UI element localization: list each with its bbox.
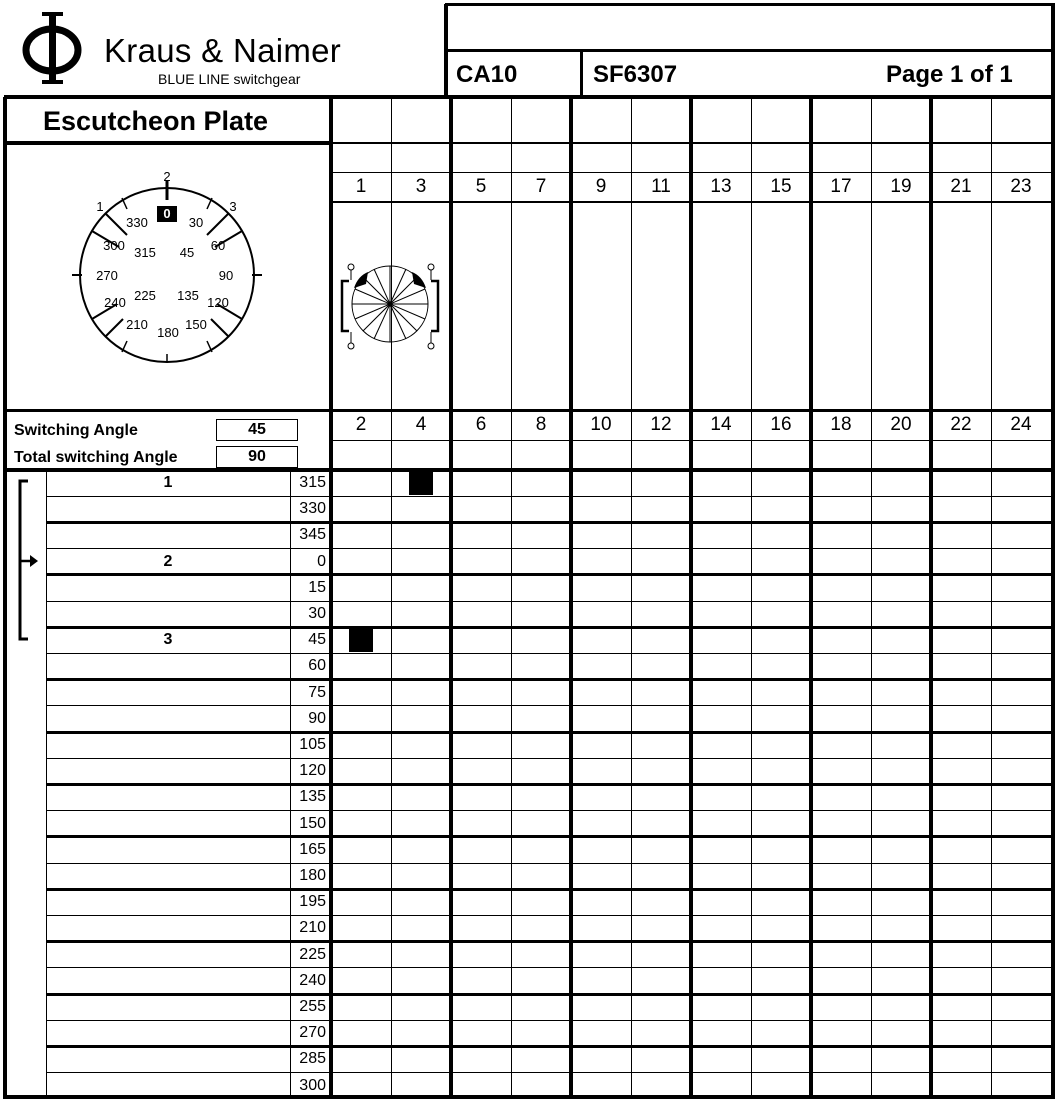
rule-line xyxy=(46,993,1053,996)
contact-number-bottom: 16 xyxy=(770,414,792,435)
brand-subtitle: BLUE LINE switchgear xyxy=(158,71,301,87)
rule-line xyxy=(689,99,693,1099)
contact-number-bottom: 18 xyxy=(830,414,852,435)
switching-angle-value: 45 xyxy=(216,419,298,441)
contact-number-top: 7 xyxy=(535,176,547,197)
rule-line xyxy=(631,99,632,1099)
rule-line xyxy=(329,97,333,1099)
contact-number-bottom: 8 xyxy=(535,414,547,435)
angle-label: 255 xyxy=(299,998,326,1015)
dial-angle-label: 120 xyxy=(207,295,229,310)
angle-label: 45 xyxy=(308,631,326,649)
rule-line xyxy=(4,409,1053,412)
dial-angle-label: 180 xyxy=(157,325,179,340)
rule-line xyxy=(46,678,1053,681)
dial-angle-label: 90 xyxy=(218,268,234,283)
dial-angle-label: 225 xyxy=(134,288,156,303)
page-indicator: Page 1 of 1 xyxy=(886,61,1013,88)
dial-angle-label: 240 xyxy=(104,295,126,310)
dial-angle-label: 60 xyxy=(210,238,226,253)
catalog-code: CA10 xyxy=(456,61,518,88)
angle-label: 240 xyxy=(299,971,326,989)
position-label: 3 xyxy=(163,631,173,649)
rule-line xyxy=(511,99,512,1099)
rule-line xyxy=(46,705,1053,706)
operating-range-bracket-icon xyxy=(14,476,44,646)
contact-number-bottom: 24 xyxy=(1010,414,1032,435)
angle-label: 165 xyxy=(299,840,326,858)
dial-angle-label: 300 xyxy=(103,238,125,253)
dial-position-label: 2 xyxy=(163,169,171,184)
angle-label: 105 xyxy=(299,736,326,753)
rule-line xyxy=(46,783,1053,786)
angle-label: 150 xyxy=(299,814,326,832)
contact-number-top: 13 xyxy=(710,176,732,197)
dial-angle-label: 150 xyxy=(185,317,207,332)
rule-line xyxy=(46,731,1053,734)
selected-position: 0 xyxy=(163,206,171,221)
contact-number-top: 15 xyxy=(770,176,792,197)
rule-line xyxy=(445,49,1055,52)
rule-line xyxy=(46,810,1053,811)
rule-line xyxy=(46,940,1053,943)
dial-angle-label: 45 xyxy=(179,245,195,260)
total-switching-angle-label: Total switching Angle xyxy=(14,449,178,466)
rule-line xyxy=(929,99,933,1099)
contact-number-top: 21 xyxy=(950,176,972,197)
rule-line xyxy=(445,3,1055,6)
contact-number-top: 9 xyxy=(595,176,607,197)
contact-number-top: 5 xyxy=(475,176,487,197)
contact-number-top: 17 xyxy=(830,176,852,197)
rule-line xyxy=(444,4,448,99)
rule-line xyxy=(46,496,1053,497)
contact-number-top: 19 xyxy=(890,176,912,197)
contact-number-top: 11 xyxy=(651,176,671,197)
rule-line xyxy=(46,1020,1053,1021)
rule-line xyxy=(46,521,1053,524)
rule-line xyxy=(46,601,1053,602)
angle-label: 345 xyxy=(299,526,326,544)
rule-line xyxy=(809,99,813,1099)
contact-number-top: 23 xyxy=(1010,176,1032,197)
rule-line xyxy=(449,99,453,1099)
brand-name: Kraus & Naimer xyxy=(104,32,342,69)
page-title: Escutcheon Plate xyxy=(43,106,269,136)
angle-label: 195 xyxy=(299,893,326,911)
rule-line xyxy=(46,835,1053,838)
rule-line xyxy=(991,99,992,1099)
diagram-code: SF6307 xyxy=(593,61,678,88)
angle-label: 60 xyxy=(308,657,326,675)
angle-label: 180 xyxy=(299,867,326,884)
angle-label: 330 xyxy=(299,500,326,518)
contact-number-bottom: 14 xyxy=(710,414,732,435)
rule-line xyxy=(46,1072,1053,1073)
escutcheon-dial xyxy=(70,160,270,370)
rule-line xyxy=(46,863,1053,864)
rule-line xyxy=(46,626,1053,629)
dial-angle-label: 315 xyxy=(134,245,156,260)
rule-line xyxy=(46,915,1053,916)
contact-number-top: 1 xyxy=(355,176,367,197)
contact-number-bottom: 12 xyxy=(650,414,672,435)
angle-label: 30 xyxy=(308,605,326,622)
angle-label: 285 xyxy=(299,1050,326,1068)
dial-angle-label: 270 xyxy=(96,268,118,283)
rule-line xyxy=(4,1095,1055,1099)
dial-angle-label: 210 xyxy=(126,317,148,332)
rule-line xyxy=(751,99,752,1099)
rule-line xyxy=(46,573,1053,576)
angle-label: 225 xyxy=(299,945,326,963)
angle-label: 210 xyxy=(299,919,326,937)
position-label: 2 xyxy=(163,552,173,570)
angle-label: 15 xyxy=(308,578,326,596)
contact-number-bottom: 6 xyxy=(475,414,487,435)
rule-line xyxy=(46,888,1053,891)
rule-line xyxy=(1051,4,1055,1099)
rule-line xyxy=(46,1045,1053,1048)
rule-line xyxy=(391,99,392,1099)
contact-number-bottom: 4 xyxy=(415,414,427,435)
rule-line xyxy=(4,468,1053,472)
angle-label: 120 xyxy=(299,762,326,780)
rule-line xyxy=(46,653,1053,654)
cam-contact-symbol-icon xyxy=(336,258,446,354)
contact-number-top: 3 xyxy=(415,176,427,197)
rule-line xyxy=(580,50,583,99)
angle-label: 270 xyxy=(299,1024,326,1042)
angle-label: 135 xyxy=(299,788,326,806)
rule-line xyxy=(4,141,331,145)
total-switching-angle-value: 90 xyxy=(216,446,298,468)
angle-label: 315 xyxy=(299,474,326,491)
position-label: 1 xyxy=(163,474,173,491)
rule-line xyxy=(871,99,872,1099)
angle-label: 90 xyxy=(308,709,326,727)
contact-number-bottom: 22 xyxy=(950,414,972,435)
rule-line xyxy=(46,548,1053,549)
dial-position-label: 1 xyxy=(96,199,104,214)
switching-angle-label: Switching Angle xyxy=(14,422,138,439)
angle-label: 75 xyxy=(308,683,326,701)
contact-number-bottom: 10 xyxy=(590,414,612,435)
dial-angle-label: 330 xyxy=(126,215,148,230)
rule-line xyxy=(3,97,7,1099)
angle-label: 0 xyxy=(317,552,326,570)
closed-contact-mark xyxy=(349,629,373,652)
dial-angle-label: 30 xyxy=(188,215,204,230)
closed-contact-mark xyxy=(409,472,433,495)
contact-number-bottom: 20 xyxy=(890,414,912,435)
rule-line xyxy=(569,99,573,1099)
kn-phi-logo-icon xyxy=(22,10,92,86)
dial-angle-label: 135 xyxy=(177,288,199,303)
contact-number-bottom: 2 xyxy=(355,414,367,435)
rule-line xyxy=(46,967,1053,968)
angle-label: 300 xyxy=(299,1076,326,1094)
rule-line xyxy=(4,95,1055,99)
rule-line xyxy=(46,758,1053,759)
dial-position-label: 3 xyxy=(229,199,237,214)
